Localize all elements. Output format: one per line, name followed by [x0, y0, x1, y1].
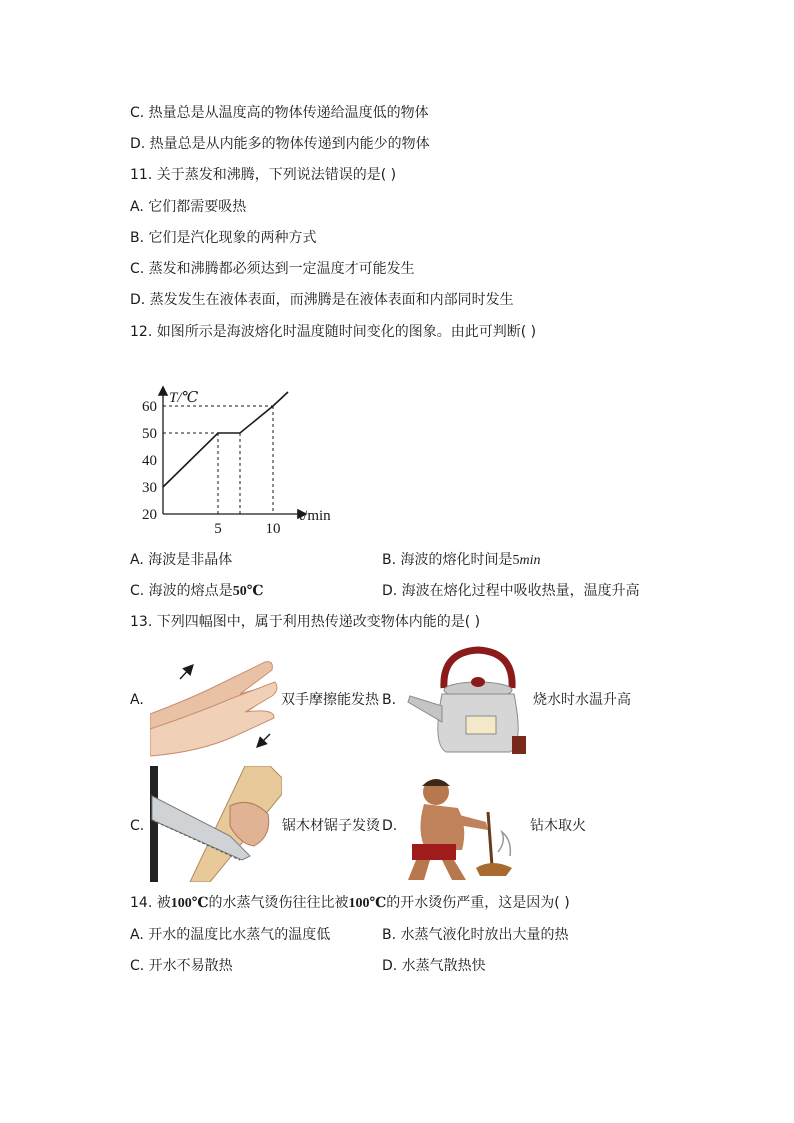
q14-stem-pre: 14. 被 [130, 895, 171, 911]
q14-stem [130, 894, 570, 913]
q12-option-b [382, 551, 541, 570]
y-tick-label-4: 20 [142, 507, 157, 523]
q10-option-d: D. 热量总是从内能多的物体传递到内能少的物体 [130, 136, 430, 152]
y-tick-label-0: 60 [142, 399, 157, 415]
q13-option-a-caption: 双手摩擦能发热 [281, 692, 379, 708]
q12-option-c [130, 582, 263, 601]
q12-stem: 12. 如图所示是海波熔化时温度随时间变化的图象。由此可判断( ) [130, 324, 537, 340]
q11-stem: 11. 关于蒸发和沸腾，下列说法错误的是( ) [130, 167, 397, 183]
y-axis-label: T/℃ [169, 390, 199, 406]
q14-stem-value-2: 100℃ [348, 896, 387, 911]
q14-option-b: B. 水蒸气液化时放出大量的热 [382, 927, 569, 943]
q11-option-a: A. 它们都需要吸热 [130, 199, 247, 215]
q12-option-c-text: C. 海波的熔点是 [130, 583, 233, 599]
q12-option-b-text: B. 海波的熔化时间是 [382, 552, 513, 568]
q14-option-a: A. 开水的温度比水蒸气的温度低 [130, 927, 331, 943]
y-tick-label-2: 40 [142, 453, 157, 469]
q13-option-d-caption: 钻木取火 [530, 818, 586, 834]
drilling-fire-image [402, 772, 526, 884]
q13-option-b-caption: 烧水时水温升高 [533, 692, 631, 708]
y-tick-label-1: 50 [142, 426, 157, 442]
q14-option-c: C. 开水不易散热 [130, 958, 233, 974]
q12-option-c-value: 50℃ [232, 584, 264, 599]
q12-option-d: D. 海波在熔化过程中吸收热量，温度升高 [382, 583, 640, 599]
q14-stem-value-1: 100℃ [170, 896, 209, 911]
q13-option-a-letter: A. [130, 692, 144, 708]
q13-option-c-caption: 锯木材锯子发烫 [282, 818, 380, 834]
q11-option-d: D. 蒸发发生在液体表面，而沸腾是在液体表面和内部同时发生 [130, 292, 514, 308]
sawing-wood-image [150, 766, 282, 882]
x-tick-label-0: 5 [214, 521, 222, 537]
kettle-image [402, 644, 530, 762]
q11-option-b: B. 它们是汽化现象的两种方式 [130, 230, 317, 246]
q12-option-b-unit: min [519, 553, 541, 568]
q12-option-a: A. 海波是非晶体 [130, 552, 233, 568]
x-axis-label: t/min [299, 508, 331, 524]
x-tick-label-1: 10 [265, 521, 281, 537]
q14-stem-post: 的开水烫伤严重，这是因为( ) [386, 895, 570, 911]
q14-option-d: D. 水蒸气散热快 [382, 958, 486, 974]
q12-option-b-value: 5 [512, 553, 520, 568]
y-tick-label-3: 30 [142, 480, 157, 496]
rubbing-hands-image [150, 644, 280, 758]
q13-option-d-letter: D. [382, 818, 398, 834]
q10-option-c: C. 热量总是从温度高的物体传递给温度低的物体 [130, 105, 429, 121]
q11-option-c: C. 蒸发和沸腾都必须达到一定温度才可能发生 [130, 261, 415, 277]
melting-graph [125, 380, 345, 540]
q13-option-b-letter: B. [382, 692, 397, 708]
q13-option-c-letter: C. [130, 818, 145, 834]
q13-stem: 13. 下列四幅图中，属于利用热传递改变物体内能的是( ) [130, 614, 481, 630]
q14-stem-mid: 的水蒸气烫伤往往比被 [208, 895, 349, 911]
